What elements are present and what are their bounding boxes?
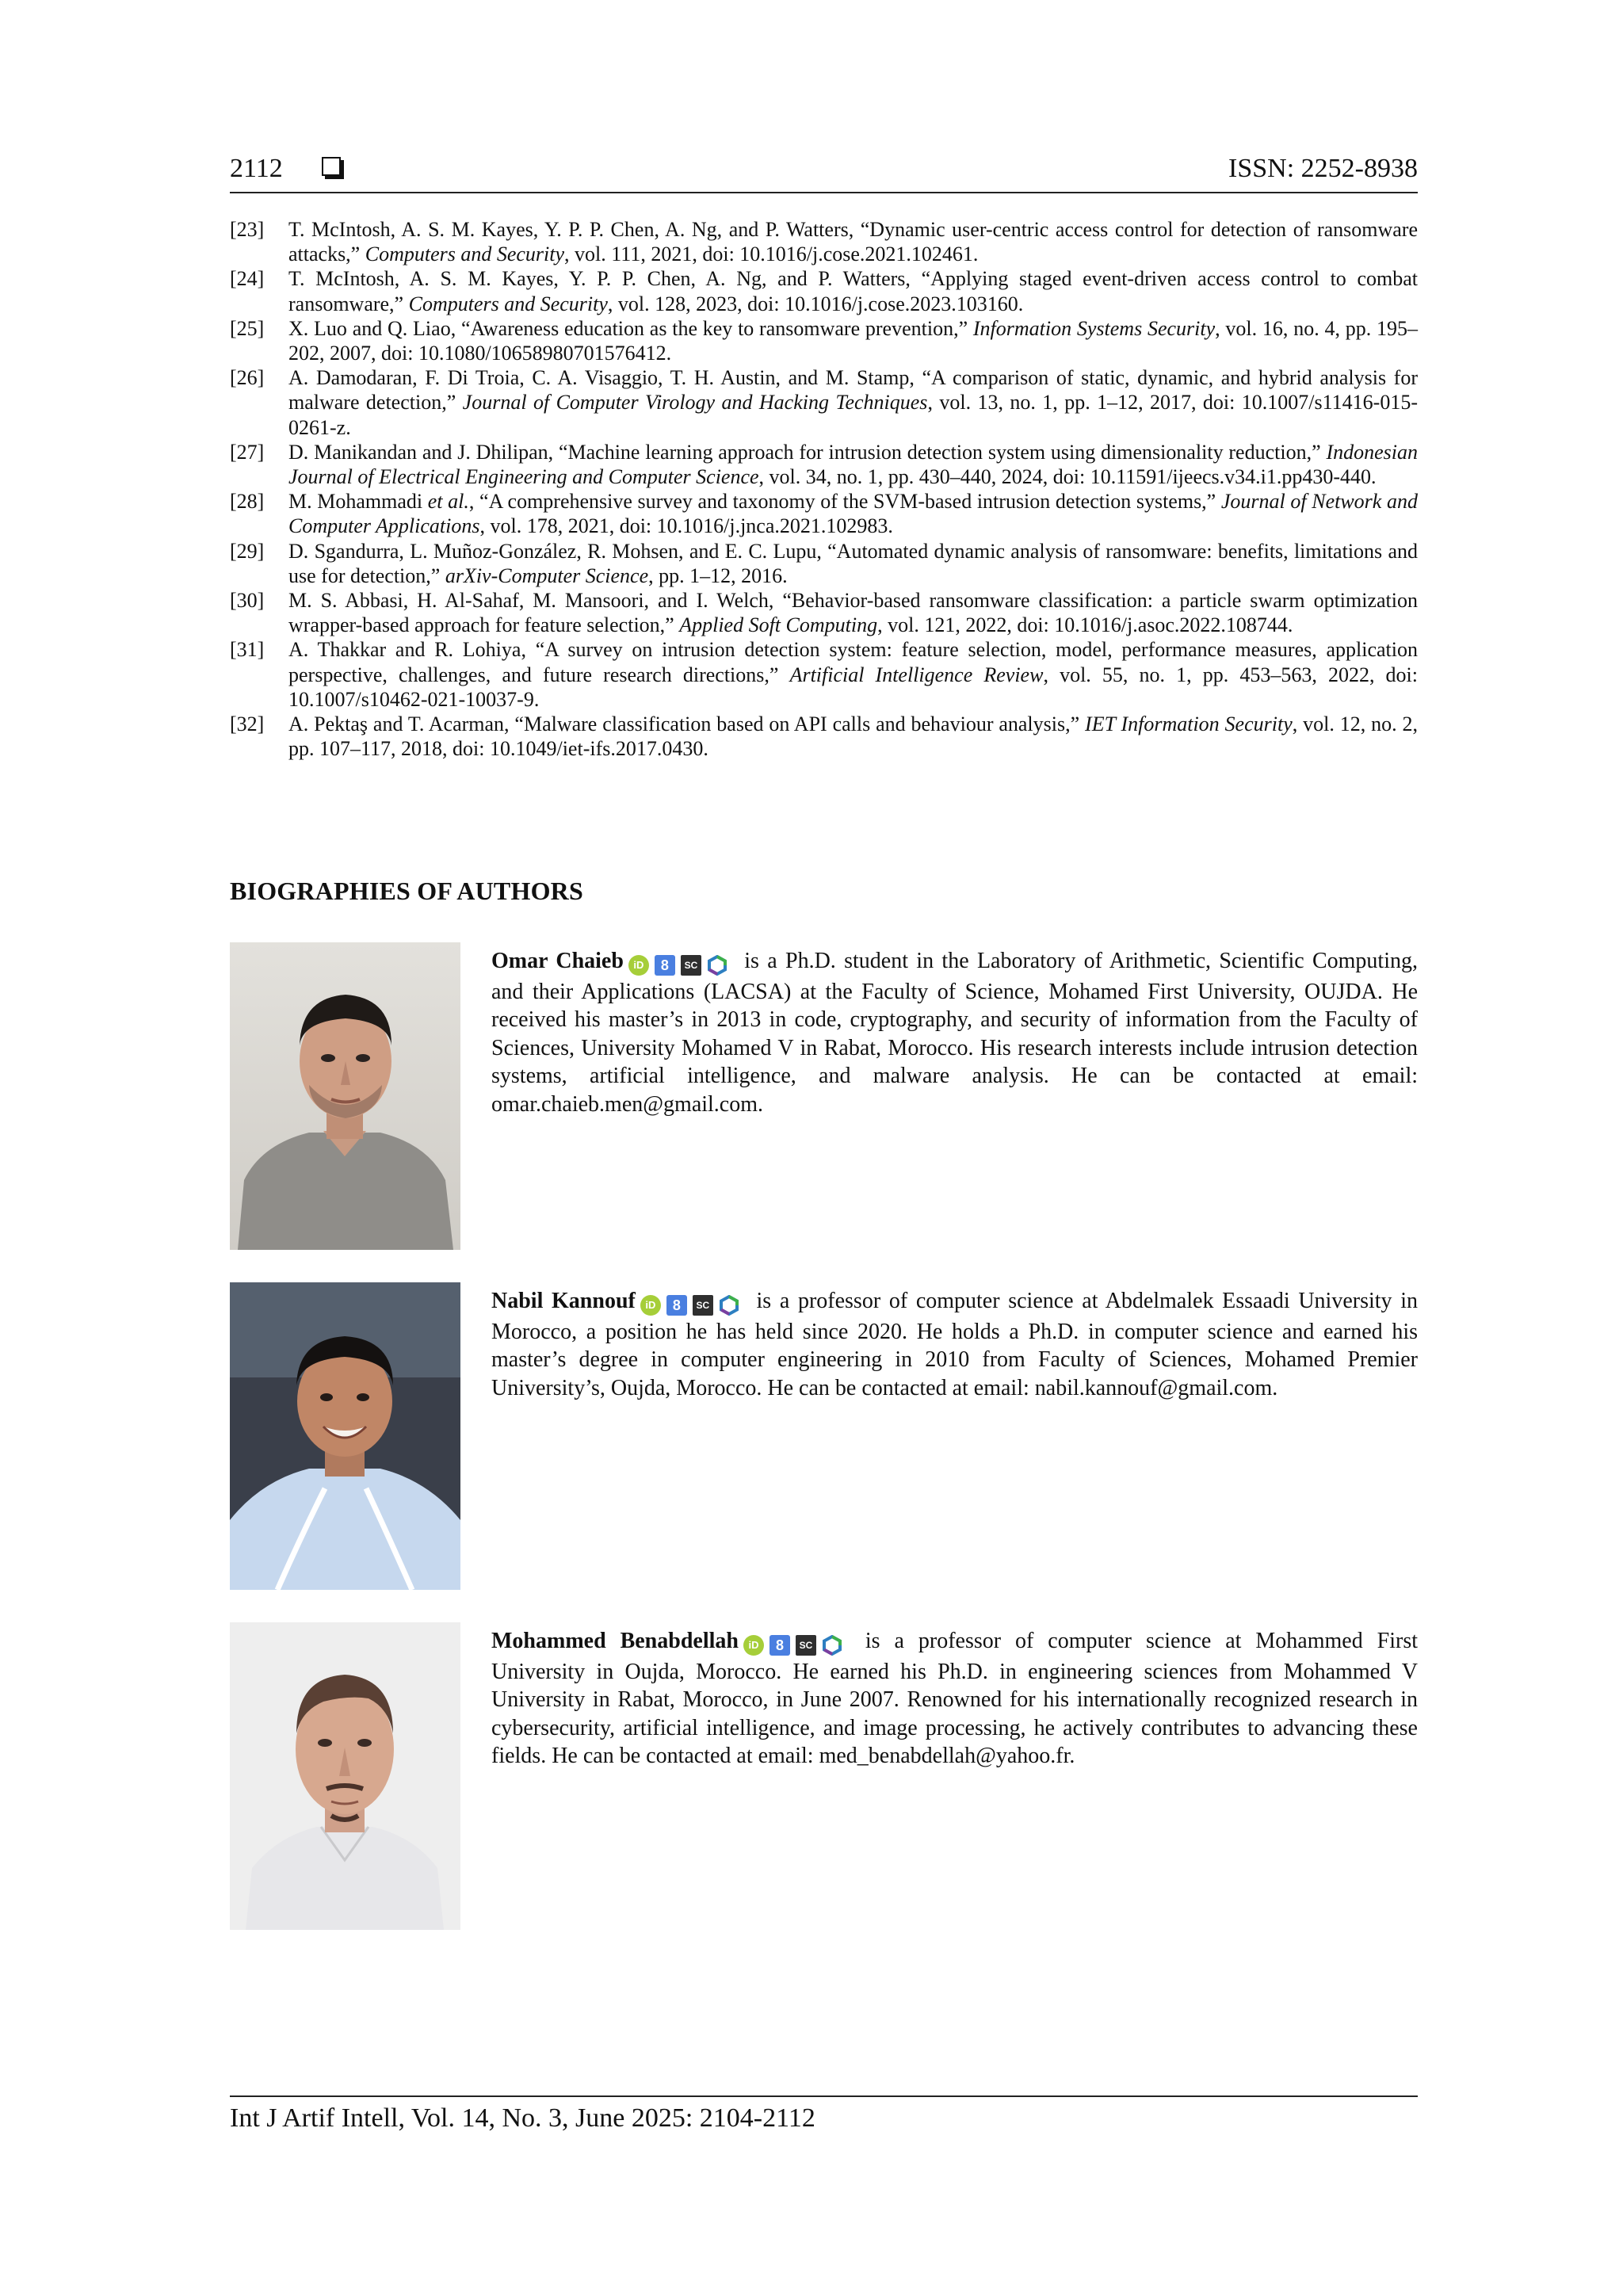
reference-item (230, 712, 1418, 761)
reference-venue: Information Systems Security (972, 316, 1216, 340)
reference-fragment: A. Pektaş and T. Acarman, “Malware classification based on API calls and behaviour analysis,” (288, 712, 1086, 736)
author-bio: is a professor of computer science at Mohammed First University in Oujda, Morocco. He earned his Ph.D. in engineering sciences from Mohammed V University in Rabat, Morocco, in June 2007. Renowned for his internationally recognized research in cybersecurity, artificial intelligence, and image processing, he actively contributes to advancing these fields. He can be contacted at email: med_benabdellah@yahoo.fr. (491, 1629, 1418, 1768)
google-scholar-icon[interactable]: 8 (655, 955, 675, 976)
author-bio-text (491, 947, 1418, 1118)
reference-fragment: , vol. 178, 2021, doi: 10.1016/j.jnca.2021.102983. (479, 514, 893, 538)
reference-fragment: A. Thakkar and R. Lohiya, “A survey on intrusion detection system: feature selection, model, performance measures, application perspective, challenges, and future research directions,” (288, 638, 1418, 686)
reference-fragment: , vol. 34, no. 1, pp. 430–440, 2024, doi: 10.11591/ijeecs.v34.i1.pp430-440. (758, 465, 1377, 489)
author-profile-icons (628, 949, 733, 978)
reference-text (288, 712, 1418, 761)
reference-item (230, 217, 1418, 266)
publons-icon[interactable] (707, 955, 727, 976)
reference-item (230, 365, 1418, 440)
reference-fragment: M. Mohammadi (288, 490, 428, 514)
reference-item (230, 637, 1418, 712)
reference-fragment: , vol. 12, no. 2, pp. 107–117, 2018, doi: 10.1049/iet-ifs.2017.0430. (288, 712, 1418, 761)
reference-fragment: X. Luo and Q. Liao, “Awareness education as the key to ransomware prevention,” (288, 316, 973, 340)
reference-venue: Computers and Security (408, 292, 608, 315)
reference-fragment: , vol. 111, 2021, doi: 10.1016/j.cose.2021.102461. (564, 243, 979, 266)
reference-number: [29] (230, 539, 265, 563)
reference-fragment: D. Sgandurra, L. Muñoz-González, R. Mohsen, and E. C. Lupu, “Automated dynamic analysis of ransomware: benefits, limitations and use for detection,” (288, 539, 1418, 587)
reference-fragment: T. McIntosh, A. S. M. Kayes, Y. P. P. Chen, A. Ng, and P. Watters, “Dynamic user-centric access control for detection of ransomware attacks,” (288, 218, 1418, 266)
publons-icon[interactable] (822, 1635, 842, 1656)
reference-fragment: T. McIntosh, A. S. M. Kayes, Y. P. P. Chen, A. Ng, and P. Watters, “Applying staged event-driven access control to combat ransomware,” (288, 267, 1418, 315)
reference-number: [23] (230, 218, 265, 241)
reference-fragment: D. Manikandan and J. Dhilipan, “Machine learning approach for intrusion detection system using dimensionality reduction,” (288, 440, 1327, 464)
reference-fragment: M. S. Abbasi, H. Al-Sahaf, M. Mansoori, and I. Welch, “Behavior-based ransomware classification: a particle swarm optimization wrapper-based approach for feature selection,” (288, 589, 1418, 637)
orcid-icon[interactable]: iD (640, 1295, 661, 1316)
issn-label: ISSN: 2252-8938 (1228, 154, 1418, 183)
author-profile-icons (640, 1289, 745, 1318)
reference-venue: et al. (427, 490, 469, 514)
author-name: Mohammed Benabdellah (491, 1629, 739, 1653)
reference-number: [31] (230, 638, 265, 662)
reference-text (288, 365, 1418, 440)
author-biography (230, 942, 1418, 1251)
square-bullet-icon (322, 157, 341, 176)
author-name: Nabil Kannouf (491, 1289, 636, 1313)
author-photo (230, 1282, 460, 1590)
reference-number: [30] (230, 589, 265, 613)
reference-item (230, 588, 1418, 637)
author-profile-icons (743, 1629, 848, 1658)
reference-text (288, 637, 1418, 712)
reference-text (288, 588, 1418, 637)
reference-venue: Indonesian Journal of Electrical Engineering and Computer Science (288, 440, 1418, 489)
journal-citation: Int J Artif Intell, Vol. 14, No. 3, June 2025: 2104-2112 (230, 2103, 815, 2133)
reference-text (288, 217, 1418, 266)
reference-text (288, 489, 1418, 538)
reference-item (230, 316, 1418, 365)
reference-item (230, 440, 1418, 489)
reference-venue: arXiv-Computer Science (445, 563, 649, 587)
orcid-icon[interactable]: iD (628, 955, 649, 976)
reference-venue: Journal of Computer Virology and Hacking Techniques (462, 391, 928, 415)
page-number: 2112 (230, 154, 283, 183)
author-photo (230, 942, 460, 1250)
reference-number: [25] (230, 316, 265, 340)
orcid-icon[interactable]: iD (743, 1635, 764, 1656)
author-bio-text (491, 1627, 1418, 1771)
reference-item (230, 489, 1418, 538)
reference-fragment: , vol. 128, 2023, doi: 10.1016/j.cose.2023.103160. (607, 292, 1024, 315)
reference-list (230, 217, 1418, 761)
reference-venue: Computers and Security (365, 243, 565, 266)
author-bio-text (491, 1287, 1418, 1402)
author-name: Omar Chaieb (491, 949, 624, 973)
reference-fragment: , pp. 1–12, 2016. (648, 563, 788, 587)
scopus-icon[interactable]: SC (796, 1635, 816, 1656)
author-bio: is a professor of computer science at Abdelmalek Essaadi University in Morocco, a position he has held since 2020. He holds a Ph.D. in computer science and earned his master’s degree in computer engineering in 2010 from Faculty of Sciences, Mohamed Premier University’s, Oujda, Morocco. He can be contacted at email: nabil.kannouf@gmail.com. (491, 1289, 1418, 1400)
running-footer (230, 2095, 1418, 2134)
reference-fragment: , vol. 55, no. 1, pp. 453–563, 2022, doi: 10.1007/s10462-021-10037-9. (288, 663, 1418, 711)
google-scholar-icon[interactable]: 8 (666, 1295, 687, 1316)
reference-number: [24] (230, 267, 265, 291)
reference-item (230, 266, 1418, 315)
author-biography (230, 1282, 1418, 1591)
author-biography (230, 1622, 1418, 1931)
reference-number: [28] (230, 490, 265, 514)
reference-venue: Journal of Network and Computer Applications (288, 490, 1418, 538)
reference-item (230, 539, 1418, 588)
publons-icon[interactable] (719, 1295, 739, 1316)
google-scholar-icon[interactable]: 8 (769, 1635, 790, 1656)
reference-number: [26] (230, 366, 265, 390)
author-bio: is a Ph.D. student in the Laboratory of Arithmetic, Scientific Computing, and their Applications (LACSA) at the Faculty of Science, Mohamed First University, OUJDA. He received his master’s in 2013 in code, cryptography, and security of information from the Faculty of Sciences, University Mohamed V in Rabat, Morocco. His research interests include intrusion detection systems, artificial intelligence, and malware analysis. He can be contacted at email: omar.chaieb.men@gmail.com. (491, 949, 1418, 1117)
reference-text (288, 539, 1418, 588)
biographies-heading: BIOGRAPHIES OF AUTHORS (230, 877, 583, 905)
reference-fragment: , vol. 121, 2022, doi: 10.1016/j.asoc.2022.108744. (877, 613, 1293, 637)
author-photo (230, 1622, 460, 1930)
running-header (230, 152, 1418, 193)
reference-venue: Artificial Intelligence Review (789, 663, 1044, 686)
reference-fragment: A. Damodaran, F. Di Troia, C. A. Visaggio, T. H. Austin, and M. Stamp, “A comparison of static, dynamic, and hybrid analysis for malware detection,” (288, 366, 1418, 415)
reference-text (288, 266, 1418, 315)
reference-number: [32] (230, 712, 265, 736)
reference-fragment: , vol. 16, no. 4, pp. 195–202, 2007, doi: 10.1080/10658980701576412. (288, 316, 1418, 365)
reference-fragment: , “A comprehensive survey and taxonomy of the SVM-based intrusion detection systems,” (468, 490, 1221, 514)
reference-text (288, 440, 1418, 489)
reference-text (288, 316, 1418, 365)
scopus-icon[interactable]: SC (681, 955, 701, 976)
reference-venue: Applied Soft Computing (679, 613, 878, 637)
reference-fragment: , vol. 13, no. 1, pp. 1–12, 2017, doi: 10.1007/s11416-015-0261-z. (288, 391, 1418, 439)
reference-number: [27] (230, 440, 265, 464)
scopus-icon[interactable]: SC (693, 1295, 713, 1316)
reference-venue: IET Information Security (1085, 712, 1293, 736)
